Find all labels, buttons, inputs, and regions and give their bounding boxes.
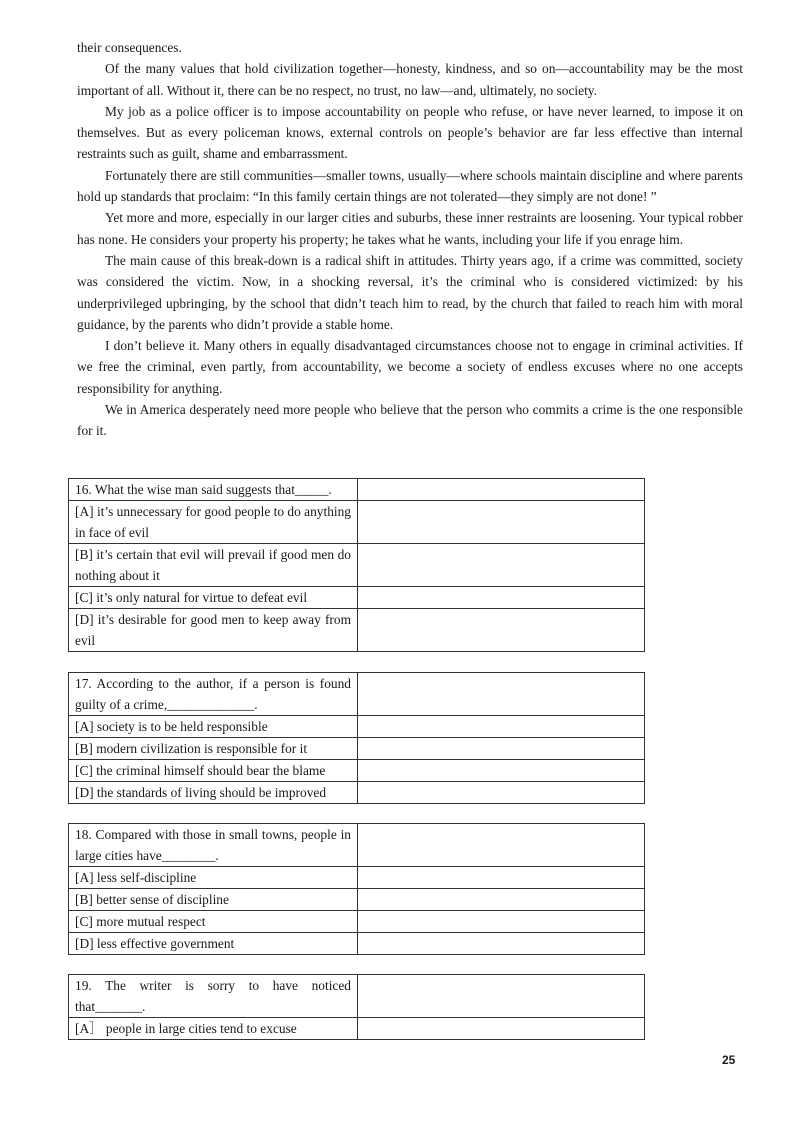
answer-cell[interactable] xyxy=(358,738,645,760)
option-row xyxy=(69,609,645,652)
passage-paragraph: We in America desperately need more people who believe that the person who commits a crime is the one responsible for it. xyxy=(77,402,743,439)
option-row xyxy=(69,587,645,609)
passage-paragraph: I don’t believe it. Many others in equally disadvantaged circumstances choose not to engage in criminal activities. If we free the criminal, even partly, from accountability, we become a society of endless excuses where no one accepts responsibility for anything. xyxy=(77,338,743,396)
option-row xyxy=(69,889,645,911)
answer-cell[interactable] xyxy=(358,479,645,501)
answer-cell[interactable] xyxy=(358,587,645,609)
question-19-table xyxy=(68,974,645,1040)
answer-cell[interactable] xyxy=(358,933,645,955)
option-a: [A］ people in large cities tend to excuse xyxy=(69,1018,358,1040)
answer-cell[interactable] xyxy=(358,1018,645,1040)
option-row xyxy=(69,760,645,782)
question-16-table xyxy=(68,478,645,652)
option-row xyxy=(69,716,645,738)
answer-cell[interactable] xyxy=(358,975,645,1018)
question-stem-row xyxy=(69,673,645,716)
answer-cell[interactable] xyxy=(358,760,645,782)
passage-paragraph: their consequences. xyxy=(77,40,182,55)
question-stem: 16. What the wise man said suggests that_____. xyxy=(69,479,358,501)
question-stem-row xyxy=(69,479,645,501)
option-row xyxy=(69,911,645,933)
question-17-table xyxy=(68,672,645,804)
option-row xyxy=(69,782,645,804)
option-d: [D] less effective government xyxy=(69,933,358,955)
question-stem: 19. The writer is sorry to have noticed that_______. xyxy=(69,975,358,1018)
question-stem-row xyxy=(69,975,645,1018)
passage-paragraph: The main cause of this break-down is a radical shift in attitudes. Thirty years ago, if a crime was committed, society was considered the victim. Now, in a shocking reversal, it’s the criminal who is considered victimized: by his underprivileged upbringing, by the school that didn’t teach him to read, by the church that failed to reach him with moral guidance, by the parents who didn’t provide a stable home. xyxy=(77,252,743,332)
answer-cell[interactable] xyxy=(358,782,645,804)
option-row xyxy=(69,738,645,760)
option-d: [D] the standards of living should be improved xyxy=(69,782,358,804)
answer-cell[interactable] xyxy=(358,501,645,544)
question-stem: 17. According to the author, if a person is found guilty of a crime,_____________. xyxy=(69,673,358,716)
option-b: [B] it’s certain that evil will prevail if good men do nothing about it xyxy=(69,544,358,587)
option-a: [A] society is to be held responsible xyxy=(69,716,358,738)
option-d: [D] it’s desirable for good men to keep away from evil xyxy=(69,609,358,652)
option-row xyxy=(69,544,645,587)
question-18-table xyxy=(68,823,645,955)
answer-cell[interactable] xyxy=(358,889,645,911)
passage-paragraph: My job as a police officer is to impose accountability on people who refuse, or have never learned, to impose it on themselves. But as every policeman knows, external controls on people’s behavior are far less effective than internal restraints such as guilt, shame and embarrassment. xyxy=(77,103,743,162)
option-a: [A] it’s unnecessary for good people to do anything in face of evil xyxy=(69,501,358,544)
option-b: [B] modern civilization is responsible for it xyxy=(69,738,358,760)
option-row xyxy=(69,1018,645,1040)
option-row xyxy=(69,501,645,544)
answer-cell[interactable] xyxy=(358,911,645,933)
option-b: [B] better sense of discipline xyxy=(69,889,358,911)
answer-cell[interactable] xyxy=(358,824,645,867)
option-a: [A] less self-discipline xyxy=(69,867,358,889)
option-c: [C] the criminal himself should bear the blame xyxy=(69,760,358,782)
question-stem-row xyxy=(69,824,645,867)
option-row xyxy=(69,867,645,889)
passage-paragraph: Of the many values that hold civilization together—honesty, kindness, and so on—accountability may be the most important of all. Without it, there can be no respect, no trust, no law—and, ultimately, no society. xyxy=(77,61,743,98)
passage-paragraph: Yet more and more, especially in our larger cities and suburbs, these inner restraints are loosening. Your typical robber has none. He considers your property his property; he takes what he wants, including your life if you enrage him. xyxy=(77,210,743,247)
option-row xyxy=(69,933,645,955)
passage-paragraph: Fortunately there are still communities—smaller towns, usually—where schools maintain discipline and where parents hold up standards that proclaim: “In this family certain things are not tolerated—they simply are not done! ” xyxy=(77,167,743,205)
answer-cell[interactable] xyxy=(358,609,645,652)
answer-cell[interactable] xyxy=(358,867,645,889)
question-stem: 18. Compared with those in small towns, people in large cities have________. xyxy=(69,824,358,867)
reading-passage xyxy=(77,37,743,442)
option-c: [C] it’s only natural for virtue to defeat evil xyxy=(69,587,358,609)
answer-cell[interactable] xyxy=(358,544,645,587)
option-c: [C] more mutual respect xyxy=(69,911,358,933)
answer-cell[interactable] xyxy=(358,716,645,738)
page-number: 25 xyxy=(722,1053,736,1067)
answer-cell[interactable] xyxy=(358,673,645,716)
